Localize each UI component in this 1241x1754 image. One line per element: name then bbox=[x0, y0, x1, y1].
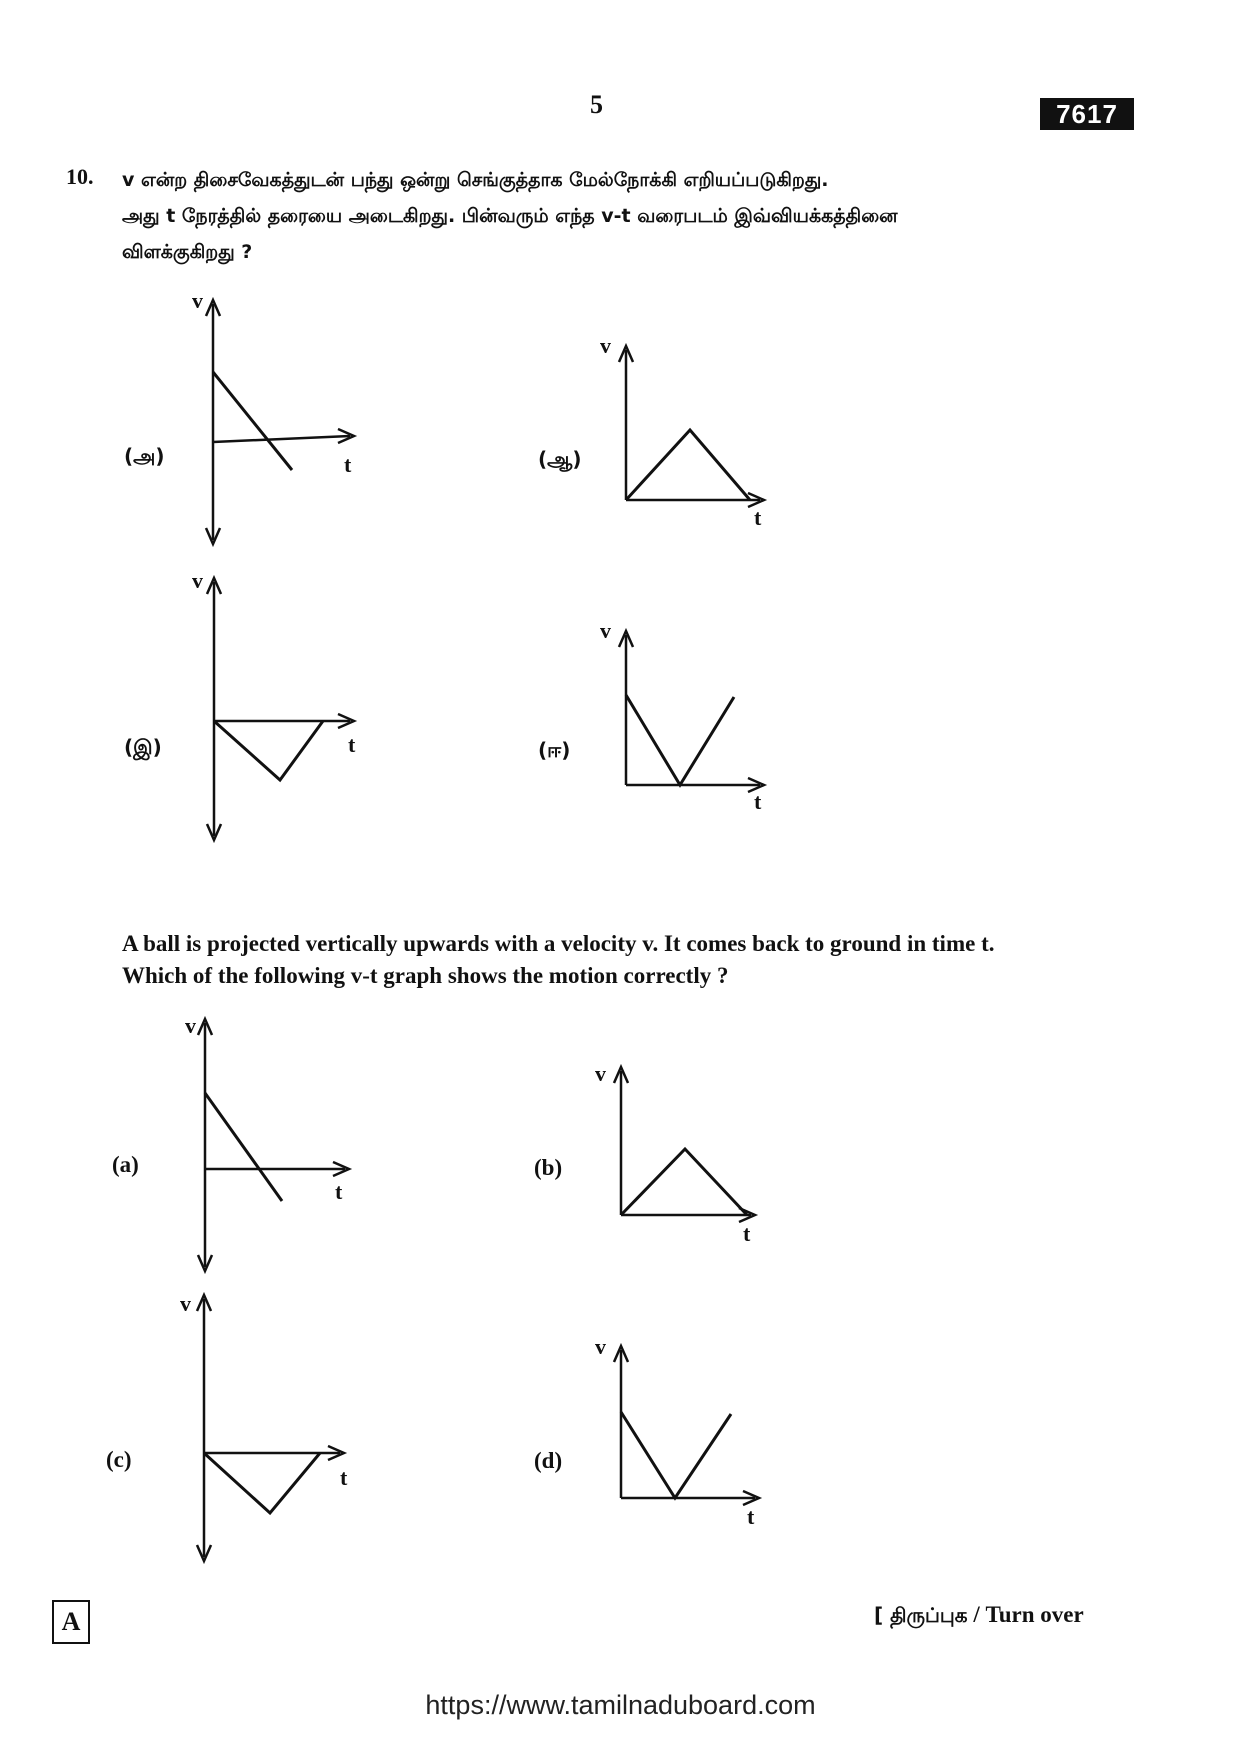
graph-option-a-tamil bbox=[180, 290, 380, 550]
graph-option-b-english bbox=[585, 1055, 785, 1255]
set-letter-box: A bbox=[52, 1600, 90, 1644]
watermark-url: https://www.tamilnaduboard.com bbox=[425, 1690, 816, 1720]
axis-label-v: v bbox=[600, 618, 611, 643]
page-number: 5 bbox=[590, 90, 603, 119]
graph-option-d-tamil bbox=[590, 615, 790, 815]
question-text-english bbox=[122, 928, 1122, 992]
graph-option-b-tamil bbox=[590, 330, 790, 530]
tamil-line-3: விளக்குகிறது ? bbox=[122, 241, 253, 263]
turn-over-english: / Turn over bbox=[967, 1602, 1084, 1627]
turn-over-tamil: [ திருப்புக bbox=[874, 1603, 968, 1627]
axis-label-t: t bbox=[743, 1221, 751, 1246]
question-number: 10. bbox=[66, 164, 94, 189]
tamil-option-c-label: (இ) bbox=[124, 735, 162, 759]
axis-label-v: v bbox=[185, 1013, 196, 1038]
axis-label-v: v bbox=[192, 568, 203, 593]
axis-label-t: t bbox=[344, 452, 352, 477]
axis-label-t: t bbox=[348, 732, 356, 757]
axis-label-v: v bbox=[595, 1334, 606, 1359]
axis-label-t: t bbox=[335, 1179, 343, 1204]
english-option-c-label: (c) bbox=[106, 1447, 132, 1472]
english-option-a-label: (a) bbox=[112, 1152, 139, 1177]
axis-label-t: t bbox=[747, 1504, 755, 1529]
axis-label-t: t bbox=[754, 505, 762, 530]
tamil-option-d-label: (ஈ) bbox=[538, 738, 571, 762]
english-line-2: Which of the following v-t graph shows the motion correctly ? bbox=[122, 963, 729, 988]
graph-option-d-english bbox=[585, 1330, 785, 1530]
question-text-tamil bbox=[122, 162, 1122, 270]
english-option-b-label: (b) bbox=[534, 1155, 563, 1180]
tamil-option-a-label: (அ) bbox=[124, 444, 165, 468]
axis-label-v: v bbox=[600, 333, 611, 358]
paper-code-badge: 7617 bbox=[1040, 98, 1134, 130]
tamil-option-b-label: (ஆ) bbox=[538, 447, 582, 471]
graph-option-a-english bbox=[175, 1005, 375, 1285]
graph-option-c-tamil bbox=[180, 568, 380, 848]
english-option-d-label: (d) bbox=[534, 1448, 563, 1473]
turn-over-note bbox=[874, 1602, 1084, 1630]
graph-option-c-english bbox=[170, 1285, 370, 1565]
axis-label-v: v bbox=[192, 288, 203, 313]
axis-label-v: v bbox=[595, 1061, 606, 1086]
axis-label-t: t bbox=[340, 1465, 348, 1490]
axis-label-v: v bbox=[180, 1291, 191, 1316]
tamil-line-1: v என்ற திசைவேகத்துடன் பந்து ஒன்று செங்குத்தாக மேல்நோக்கி எறியப்படுகிறது. bbox=[122, 169, 829, 191]
axis-label-t: t bbox=[754, 789, 762, 814]
english-line-1: A ball is projected vertically upwards with a velocity v. It comes back to ground in time t. bbox=[122, 931, 995, 956]
tamil-line-2: அது t நேரத்தில் தரையை அடைகிறது. பின்வரும் எந்த v-t வரைபடம் இவ்வியக்கத்தினை bbox=[122, 205, 898, 227]
